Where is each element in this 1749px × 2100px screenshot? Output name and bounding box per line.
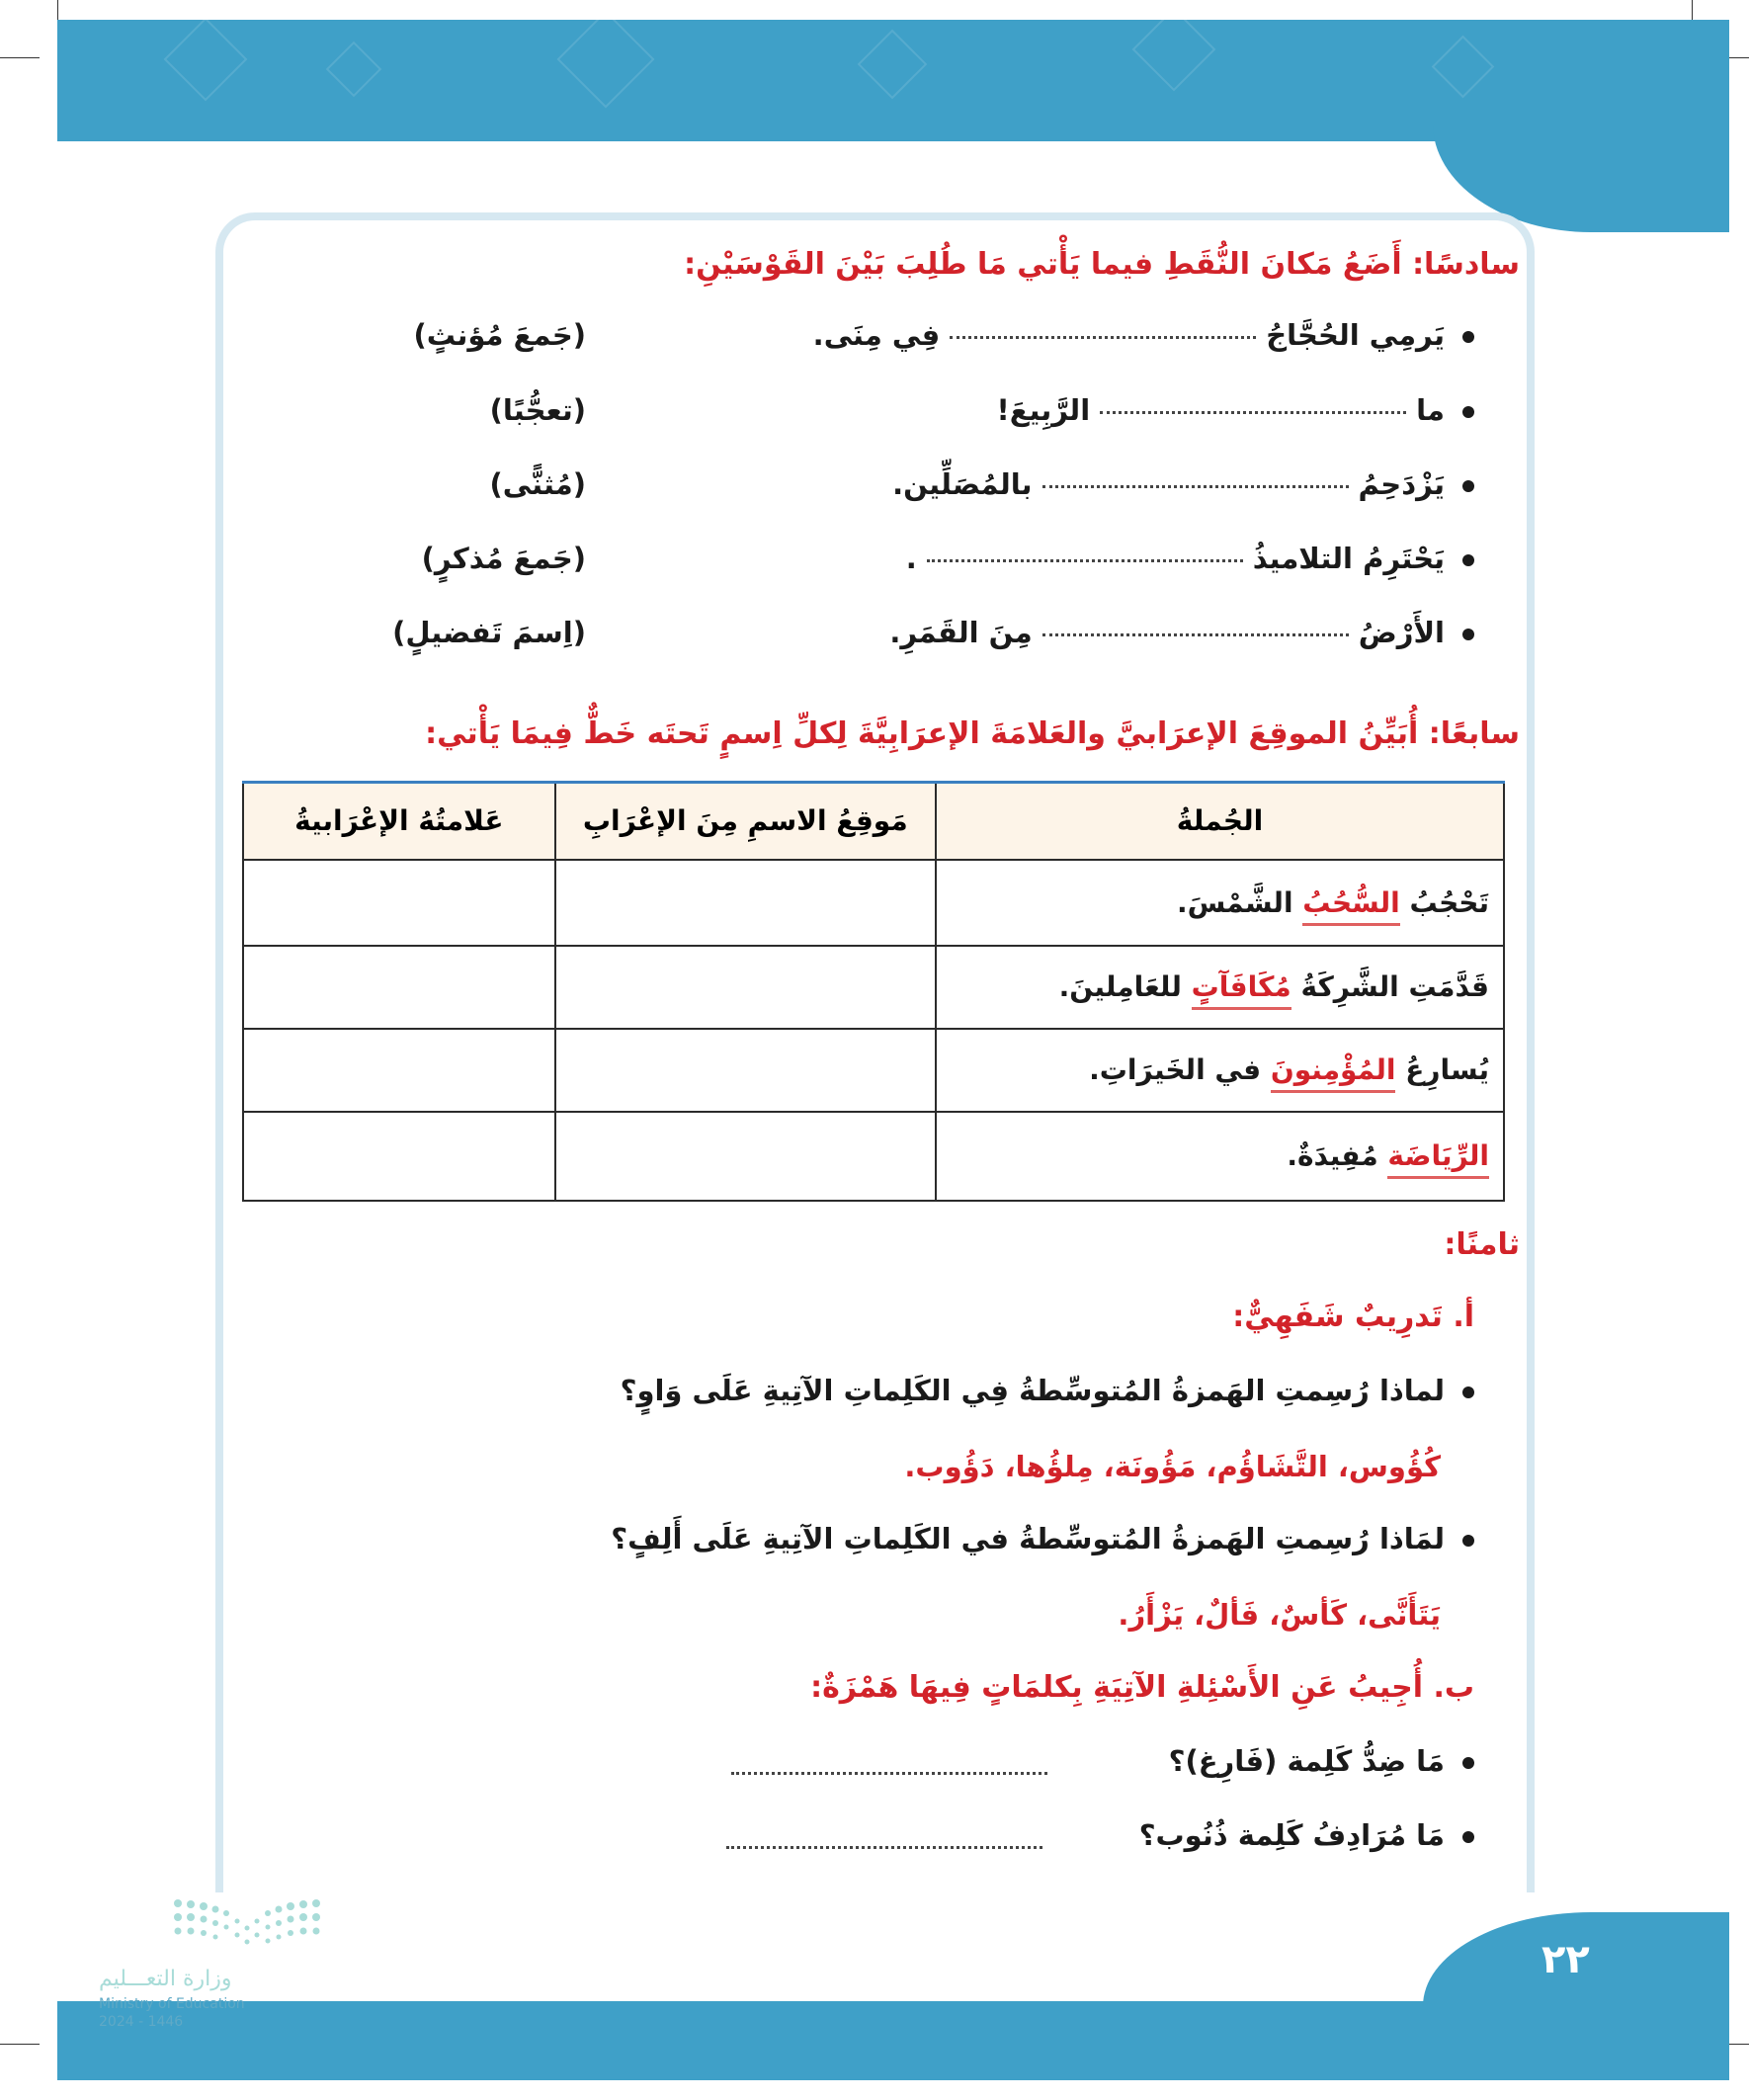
sentence-text: للعَامِلينَ.: [1058, 970, 1192, 1003]
answer-cell-mark[interactable]: [243, 946, 555, 1029]
question-text: لمَاذا رُسِمتِ الهَمزةُ المُتوسِّطةُ في الكَلِماتِ الآتِيةِ عَلَى أَلِفٍ؟: [611, 1522, 1445, 1555]
bullet-icon: [1462, 629, 1474, 640]
answer-cell-position[interactable]: [555, 1112, 936, 1201]
section7-instruction: أُبَيِّنُ الموقِعَ الإعرَابيَّ والعَلامَةَ الإعرَابِيَّةَ لِكلِّ اِسمٍ تَحتَه خَطٌّ فِيمَا يَأْتي:: [425, 716, 1419, 751]
hint: (تعجُّبًا): [489, 393, 586, 427]
section6-item: [892, 467, 1474, 501]
answer-cell-position[interactable]: [555, 1029, 936, 1112]
question-text: مَا ضِدُّ كَلِمة (فَارِغ)؟: [1168, 1744, 1445, 1778]
crop-mark: [57, 0, 58, 20]
section6-instruction: أَضَعُ مَكانَ النُّقَطِ فيما يَأْتي مَا طُلِبَ بَيْنَ القَوْسَيْنِ:: [684, 247, 1402, 282]
sentence-text: قَدَّمَتِ الشَّرِكَةُ: [1291, 970, 1489, 1003]
underlined-noun: السُّحُبُ: [1302, 886, 1399, 926]
sentence-cell: [936, 860, 1504, 946]
part-a-label: أ.: [1453, 1300, 1474, 1334]
example-words: كُؤُوس، التَّشَاؤُم، مَؤُونَة، مِلؤُها، دَؤُوب.: [904, 1450, 1441, 1483]
question-item: [611, 1522, 1474, 1555]
column-header-mark: عَلامتُهُ الإعْرَابيةُ: [243, 783, 555, 860]
table-row: [243, 946, 1504, 1029]
crop-mark: [0, 2044, 40, 2045]
section6-heading: [684, 247, 1520, 282]
sentence-cell: [936, 1029, 1504, 1112]
question-item: [1169, 1744, 1474, 1778]
answer-cell-mark[interactable]: [243, 1029, 555, 1112]
logo-dots-icon: [173, 1897, 410, 1957]
answer-cell-mark[interactable]: [243, 860, 555, 946]
bullet-icon: [1462, 1386, 1474, 1398]
crop-mark: [1692, 0, 1693, 20]
bullet-icon: [1462, 331, 1474, 343]
sentence-cell: [936, 946, 1504, 1029]
section8-heading: ثامنًا:: [1444, 1227, 1520, 1262]
answer-line[interactable]: [726, 1846, 1042, 1849]
hint: (جَمعَ مُذكرٍ): [421, 542, 586, 575]
example-words: يَتَأَنَّى، كَأسٌ، فَألٌ، يَزْأَرُ.: [1118, 1598, 1441, 1632]
answer-cell-position[interactable]: [555, 860, 936, 946]
bullet-icon: [1462, 554, 1474, 566]
hint: (اِسمَ تَفضيلٍ): [392, 616, 586, 649]
table-row: [243, 1112, 1504, 1201]
sentence-text: مُفِيدَةٌ.: [1287, 1139, 1388, 1172]
item-text: يَحْتَرِمُ التلاميذُ: [1252, 542, 1445, 575]
logo-text-ar: وزارة التعـــليم: [99, 1967, 232, 1991]
part-a-heading: [1232, 1300, 1474, 1334]
grammar-table: [242, 781, 1505, 1202]
sentence-text: تَحْجُبُ: [1399, 885, 1489, 919]
bullet-icon: [1462, 406, 1474, 418]
answer-line[interactable]: [731, 1772, 1047, 1775]
blank-line[interactable]: [1042, 485, 1349, 488]
crop-mark: [0, 57, 40, 58]
section7-label: سابعًا:: [1428, 716, 1520, 751]
section7-heading: [425, 716, 1520, 751]
item-text: مِنَ القَمَرِ.: [889, 616, 1033, 649]
sentence-text: الشَّمْسَ.: [1176, 885, 1303, 919]
blank-line[interactable]: [1042, 633, 1349, 636]
item-text: يَزْدَحِمُ: [1358, 467, 1445, 501]
hint: (جَمعَ مُؤنثٍ): [413, 318, 586, 352]
bullet-icon: [1462, 1757, 1474, 1769]
underlined-noun: المُؤْمِنونَ: [1271, 1053, 1396, 1093]
item-text: يَرمِي الحُجَّاجُ: [1266, 318, 1445, 352]
item-text: بالمُصَلِّين.: [892, 467, 1033, 501]
part-b-title: أُجِيبُ عَنِ الأَسْئِلةِ الآتِيَةِ بِكلمَاتٍ فِيهَا هَمْزَةٌ:: [810, 1670, 1423, 1705]
sentence-cell: [936, 1112, 1504, 1201]
blank-line[interactable]: [927, 559, 1243, 562]
underlined-noun: مُكَافَآتٍ: [1192, 970, 1291, 1010]
sentence-text: يُسارِعُ: [1395, 1053, 1489, 1086]
answer-cell-mark[interactable]: [243, 1112, 555, 1201]
part-b-label: ب.: [1433, 1670, 1474, 1705]
table-row: [243, 860, 1504, 946]
table-row: [243, 1029, 1504, 1112]
question-text: مَا مُرَادِفُ كَلِمة ذُنُوب؟: [1138, 1818, 1445, 1852]
item-text: الأَرْضُ: [1358, 616, 1445, 649]
question-text: لماذا رُسِمتِ الهَمزةُ المُتوسِّطةُ فِي الكَلِماتِ الآتِيةِ عَلَى وَاوٍ؟: [620, 1374, 1445, 1407]
answer-cell-position[interactable]: [555, 946, 936, 1029]
section6-item: [906, 542, 1474, 575]
section6-label: سادسًا:: [1412, 247, 1520, 282]
blank-line[interactable]: [950, 336, 1256, 339]
section6-item: [889, 616, 1474, 649]
question-item: [1139, 1818, 1474, 1852]
item-text: ما: [1416, 393, 1445, 427]
blank-line[interactable]: [1100, 411, 1406, 414]
part-a-title: تَدرِيبٌ شَفَهِيٌّ:: [1232, 1300, 1443, 1334]
sentence-text: في الخَيرَاتِ.: [1089, 1053, 1271, 1086]
question-item: [621, 1374, 1474, 1407]
page-number: ٢٢: [1541, 1937, 1590, 1982]
logo-text-en: Ministry of Education: [99, 1996, 245, 2012]
column-header-position: مَوقِعُ الاسمِ مِنَ الإعْرَابِ: [555, 783, 936, 860]
item-text: .: [905, 542, 917, 575]
bullet-icon: [1462, 1535, 1474, 1547]
section6-item: [813, 318, 1474, 352]
bullet-icon: [1462, 1831, 1474, 1843]
logo-year: 2024 - 1446: [99, 2014, 184, 2030]
bullet-icon: [1462, 480, 1474, 492]
section6-item: [997, 393, 1475, 427]
table-header-row: [243, 783, 1504, 860]
hint: (مُثنًّى): [489, 467, 586, 501]
underlined-noun: الرِّيَاضَة: [1387, 1139, 1489, 1179]
item-text: فِي مِنَى.: [812, 318, 941, 352]
part-b-heading: [810, 1670, 1474, 1705]
ministry-logo: [99, 1897, 336, 2036]
column-header-sentence: الجُملةُ: [936, 783, 1504, 860]
item-text: الرَّبِيعَ!: [996, 393, 1091, 427]
